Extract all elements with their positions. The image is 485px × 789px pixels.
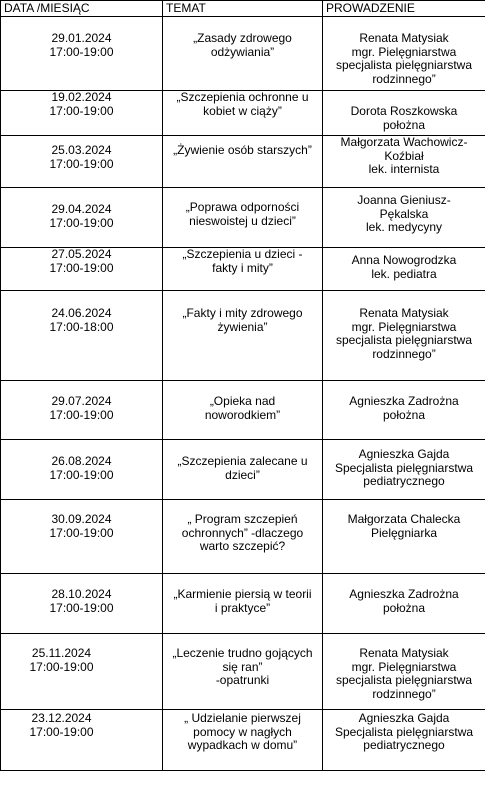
topic-line: warto szczepić? <box>199 539 286 553</box>
session-date: 28.10.2024 <box>51 587 112 601</box>
topic-line: „ Program szczepień <box>187 512 298 526</box>
topic-line: „Szczepienia u dzieci - <box>182 247 303 261</box>
topic-line: fakty i mity” <box>212 260 273 275</box>
date-cell <box>1 188 163 248</box>
lead-cell <box>323 291 485 381</box>
topic-line: „Leczenie trudno gojących <box>172 646 313 660</box>
lead-line: położna <box>382 117 426 132</box>
topic-line: „ Udzielanie pierwszej <box>184 711 301 725</box>
session-time: 17:00-19:00 <box>29 659 94 674</box>
session-date: 19.02.2024 <box>51 90 112 104</box>
date-cell <box>0 710 143 771</box>
topic-line: „Fakty i mity zdrowego <box>182 306 303 320</box>
topic-cell <box>163 381 323 440</box>
session-date: 23.12.2024 <box>31 711 92 725</box>
lead-line: lek. internista <box>368 162 440 176</box>
table-row <box>1 17 485 91</box>
topic-line: wypadkach w domu” <box>187 738 298 752</box>
lead-line: mgr. Pielęgniarstwa <box>351 659 457 674</box>
table-row <box>1 91 485 136</box>
lead-line: rodzinnego” <box>372 686 436 701</box>
lead-cell <box>323 634 485 710</box>
date-cell <box>1 440 163 500</box>
date-cell <box>1 291 163 381</box>
topic-cell <box>163 136 323 188</box>
session-time: 17:00-19:00 <box>49 44 114 59</box>
table-row <box>1 574 485 634</box>
topic-cell <box>163 500 323 574</box>
session-time: 17:00-18:00 <box>49 319 114 334</box>
topic-line: -opatrunki <box>215 673 270 687</box>
session-time: 17:00-19:00 <box>49 467 114 482</box>
topic-cell <box>163 291 323 381</box>
topic-line: nieswoistej u dzieci” <box>189 213 296 228</box>
topic-line: „Szczepienia ochronne u <box>176 90 309 104</box>
topic-cell <box>163 440 323 500</box>
lead-line: Pielęgniarka <box>370 525 438 540</box>
session-time: 17:00-19:00 <box>49 260 114 275</box>
topic-cell <box>163 248 323 291</box>
session-time: 17:00-19:00 <box>49 103 114 118</box>
topic-line: i praktyce” <box>214 600 271 615</box>
session-time: 17:00-19:00 <box>49 156 114 171</box>
topic-line: pomocy w nagłych <box>193 724 292 739</box>
lead-line: Anna Nowogrodzka <box>351 253 457 267</box>
lead-line: rodzinnego” <box>372 71 436 86</box>
session-date: 26.08.2024 <box>51 454 112 468</box>
topic-line: odżywiania” <box>210 44 275 59</box>
lead-line: lek. pediatra <box>371 266 437 281</box>
lead-line: Renata Matysiak <box>359 646 449 660</box>
topic-line: „Żywienie osób starszych” <box>173 143 312 157</box>
lead-line: Małgorzata Chalecka <box>347 512 461 526</box>
lead-line: Specjalista pielęgniarstwa <box>334 460 474 475</box>
date-cell <box>1 500 163 574</box>
session-time: 17:00-19:00 <box>49 215 114 230</box>
lead-line: pediatrycznego <box>363 474 445 488</box>
header-date: DATA /MIESIĄC <box>1 1 163 17</box>
lead-line: Joanna Gieniusz- <box>357 193 451 207</box>
table-row <box>1 500 485 574</box>
lead-line: mgr. Pielęgniarstwa <box>351 319 457 334</box>
session-time: 17:00-19:00 <box>29 724 94 739</box>
lead-line: położna <box>382 407 426 422</box>
session-time: 17:00-19:00 <box>49 407 114 422</box>
lead-line: specjalista pielęgniarstwa <box>335 333 473 347</box>
table-row <box>1 188 485 248</box>
session-time: 17:00-19:00 <box>49 525 114 540</box>
table-row <box>1 136 485 188</box>
table-row <box>1 248 485 291</box>
date-cell <box>1 248 163 291</box>
lead-line: pediatrycznego <box>363 738 445 752</box>
lead-line: Małgorzata Wachowicz- <box>340 135 468 149</box>
session-date: 29.01.2024 <box>51 31 112 45</box>
topic-cell <box>163 710 323 771</box>
lead-line: Renata Matysiak <box>359 306 449 320</box>
topic-line: kobiet w ciąży” <box>203 103 282 118</box>
lead-cell <box>323 248 485 291</box>
lead-line: specjalista pielęgniarstwa <box>335 58 473 72</box>
lead-cell <box>323 188 485 248</box>
topic-line: żywienia” <box>217 319 268 334</box>
session-date: 24.06.2024 <box>51 306 112 320</box>
lead-line: rodzinnego” <box>372 346 436 361</box>
topic-line: ochronnych” -dlaczego <box>181 525 304 540</box>
topic-cell <box>163 17 323 91</box>
date-cell <box>1 91 163 136</box>
lead-line: Dorota Roszkowska <box>350 104 458 118</box>
session-date: 25.03.2024 <box>51 143 112 157</box>
lead-cell <box>323 574 485 634</box>
lead-line: mgr. Pielęgniarstwa <box>351 44 457 59</box>
lead-line: położna <box>382 600 426 615</box>
date-cell <box>1 381 163 440</box>
header-topic: TEMAT <box>163 1 323 17</box>
lead-line: Pękalska <box>379 206 429 221</box>
date-cell <box>1 574 163 634</box>
table-row <box>1 634 485 710</box>
table-row <box>1 710 485 771</box>
topic-cell <box>163 574 323 634</box>
header-lead: PROWADZENIE <box>323 1 485 17</box>
topic-line: się ran” <box>222 659 263 674</box>
lead-cell <box>323 710 485 771</box>
lead-line: Agnieszka Zadrożna <box>349 394 459 408</box>
session-date: 29.04.2024 <box>51 202 112 216</box>
topic-cell <box>163 188 323 248</box>
lead-line: Renata Matysiak <box>359 31 449 45</box>
topic-line: „Opieka nad <box>209 394 276 408</box>
date-cell <box>0 634 143 710</box>
topic-line: „Karmienie piersią w teorii <box>173 587 312 601</box>
lead-line: Koźbiał <box>384 148 424 163</box>
lead-cell <box>323 136 485 188</box>
session-time: 17:00-19:00 <box>49 600 114 615</box>
session-date: 30.09.2024 <box>51 512 112 526</box>
date-cell <box>1 17 163 91</box>
topic-cell <box>163 91 323 136</box>
lead-line: Agnieszka Zadrożna <box>349 587 459 601</box>
topic-cell <box>163 634 323 710</box>
topic-line: „Poprawa odporności <box>185 200 300 214</box>
lead-cell <box>323 440 485 500</box>
topic-line: noworodkiem” <box>204 407 281 422</box>
session-date: 29.07.2024 <box>51 394 112 408</box>
lead-cell <box>323 500 485 574</box>
session-date: 25.11.2024 <box>31 646 92 660</box>
header-row <box>1 1 485 17</box>
lead-cell <box>323 91 485 136</box>
table-row <box>1 381 485 440</box>
lead-line: Agnieszka Gajda <box>358 447 450 461</box>
lead-line: Agnieszka Gajda <box>358 711 450 725</box>
table-row <box>1 440 485 500</box>
topic-line: dzieci” <box>225 467 260 482</box>
schedule-body <box>1 17 485 771</box>
lead-cell <box>323 381 485 440</box>
topic-line: „Szczepienia zalecane u <box>177 454 308 468</box>
lead-line: specjalista pielęgniarstwa <box>335 673 473 687</box>
lead-cell <box>323 17 485 91</box>
date-cell <box>1 136 163 188</box>
lead-line: Specjalista pielęgniarstwa <box>334 724 474 739</box>
session-date: 27.05.2024 <box>51 247 112 261</box>
table-row <box>1 291 485 381</box>
lead-line: lek. medycyny <box>365 220 443 234</box>
topic-line: „Zasady zdrowego <box>193 31 292 45</box>
